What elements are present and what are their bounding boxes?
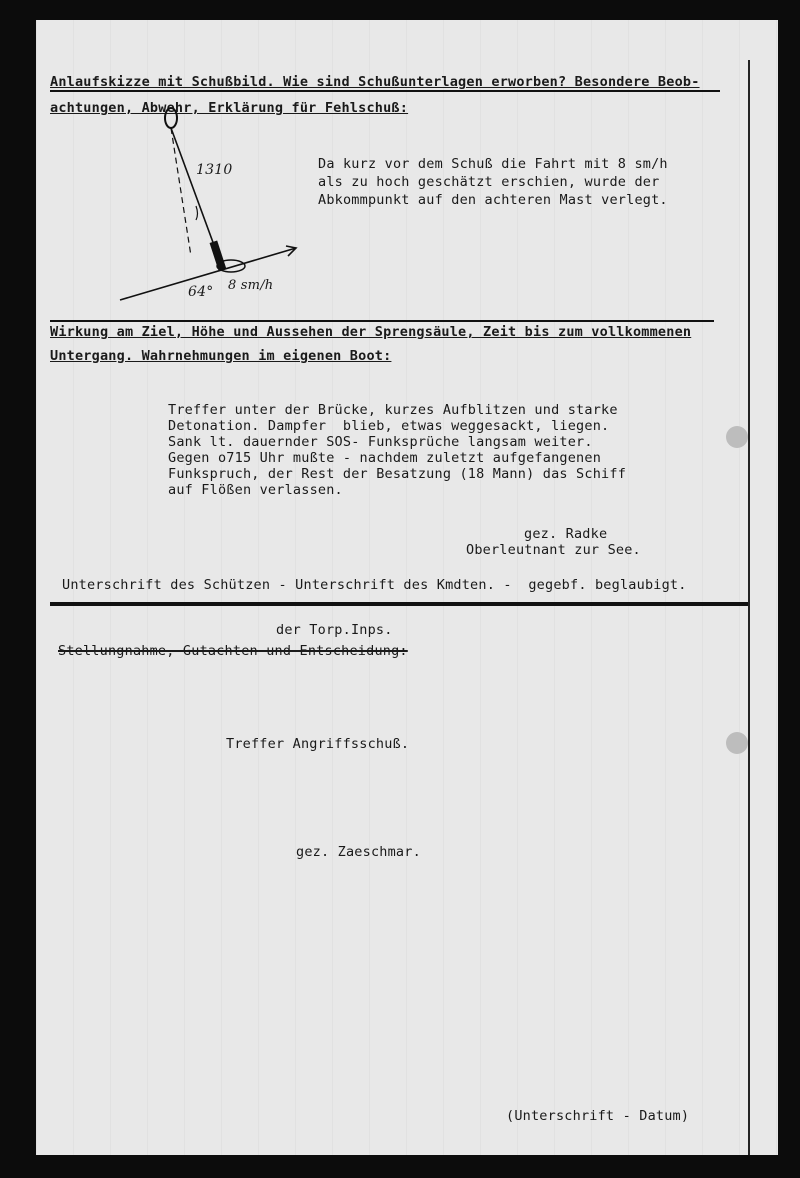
margin-line (748, 60, 750, 1155)
effect-header-line1: Wirkung am Ziel, Höhe und Aussehen der Sprengsäule, Zeit bis zum vollkommenen (50, 324, 692, 340)
effect-line: Detonation. Dampfer blieb, etwas weggesackt, liegen. (168, 418, 610, 434)
inspection-label: der Torp.Inps. (276, 622, 393, 638)
attack-sketch (106, 106, 306, 306)
effect-line: Sank lt. dauernder SOS- Funksprüche langsam weiter. (168, 434, 593, 450)
signature-date-caption: (Unterschrift - Datum) (506, 1108, 690, 1124)
sketch-header-line2: achtungen, Abwehr, Erklärung für Fehlschuß: (50, 100, 409, 116)
signature-caption: Unterschrift des Schützen - Unterschrift des Kmdten. - gegebf. beglaubigt. (62, 577, 687, 593)
signature-rank: Oberleutnant zur See. (466, 542, 641, 558)
section-rule (50, 320, 714, 322)
sketch-speed-label: 8 sm/h (228, 278, 274, 293)
signature-gez: gez. Radke (524, 526, 608, 542)
sketch-header-line1: Anlaufskizze mit Schußbild. Wie sind Schußunterlagen erworben? Besondere Beob- (50, 74, 700, 90)
effect-line: Gegen o715 Uhr mußte - nachdem zuletzt aufgefangenen (168, 450, 602, 466)
punch-hole (726, 732, 748, 754)
punch-hole (726, 426, 748, 448)
sketch-angle-label: 64° (188, 284, 214, 300)
verdict: Treffer Angriffsschuß. (226, 736, 410, 752)
explanation-line: Abkommpunkt auf den achteren Mast verlegt. (318, 192, 668, 208)
explanation-line: Da kurz vor dem Schuß die Fahrt mit 8 sm/h (318, 156, 668, 172)
effect-line: auf Flößen verlassen. (168, 482, 343, 498)
section-divider (50, 602, 750, 606)
opinion-header: Stellungnahme, Gutachten und Entscheidung: (58, 643, 408, 659)
document-page (36, 20, 778, 1155)
header-underline (50, 90, 720, 92)
signature-zaeschmar: gez. Zaeschmar. (296, 844, 421, 860)
explanation-line: als zu hoch geschätzt erschien, wurde der (318, 174, 660, 190)
effect-header-line2: Untergang. Wahrnehmungen im eigenen Boot: (50, 348, 392, 364)
effect-line: Treffer unter der Brücke, kurzes Aufblitzen und starke (168, 402, 618, 418)
sketch-distance-label: 1310 (196, 162, 233, 178)
effect-line: Funkspruch, der Rest der Besatzung (18 Mann) das Schiff (168, 466, 627, 482)
